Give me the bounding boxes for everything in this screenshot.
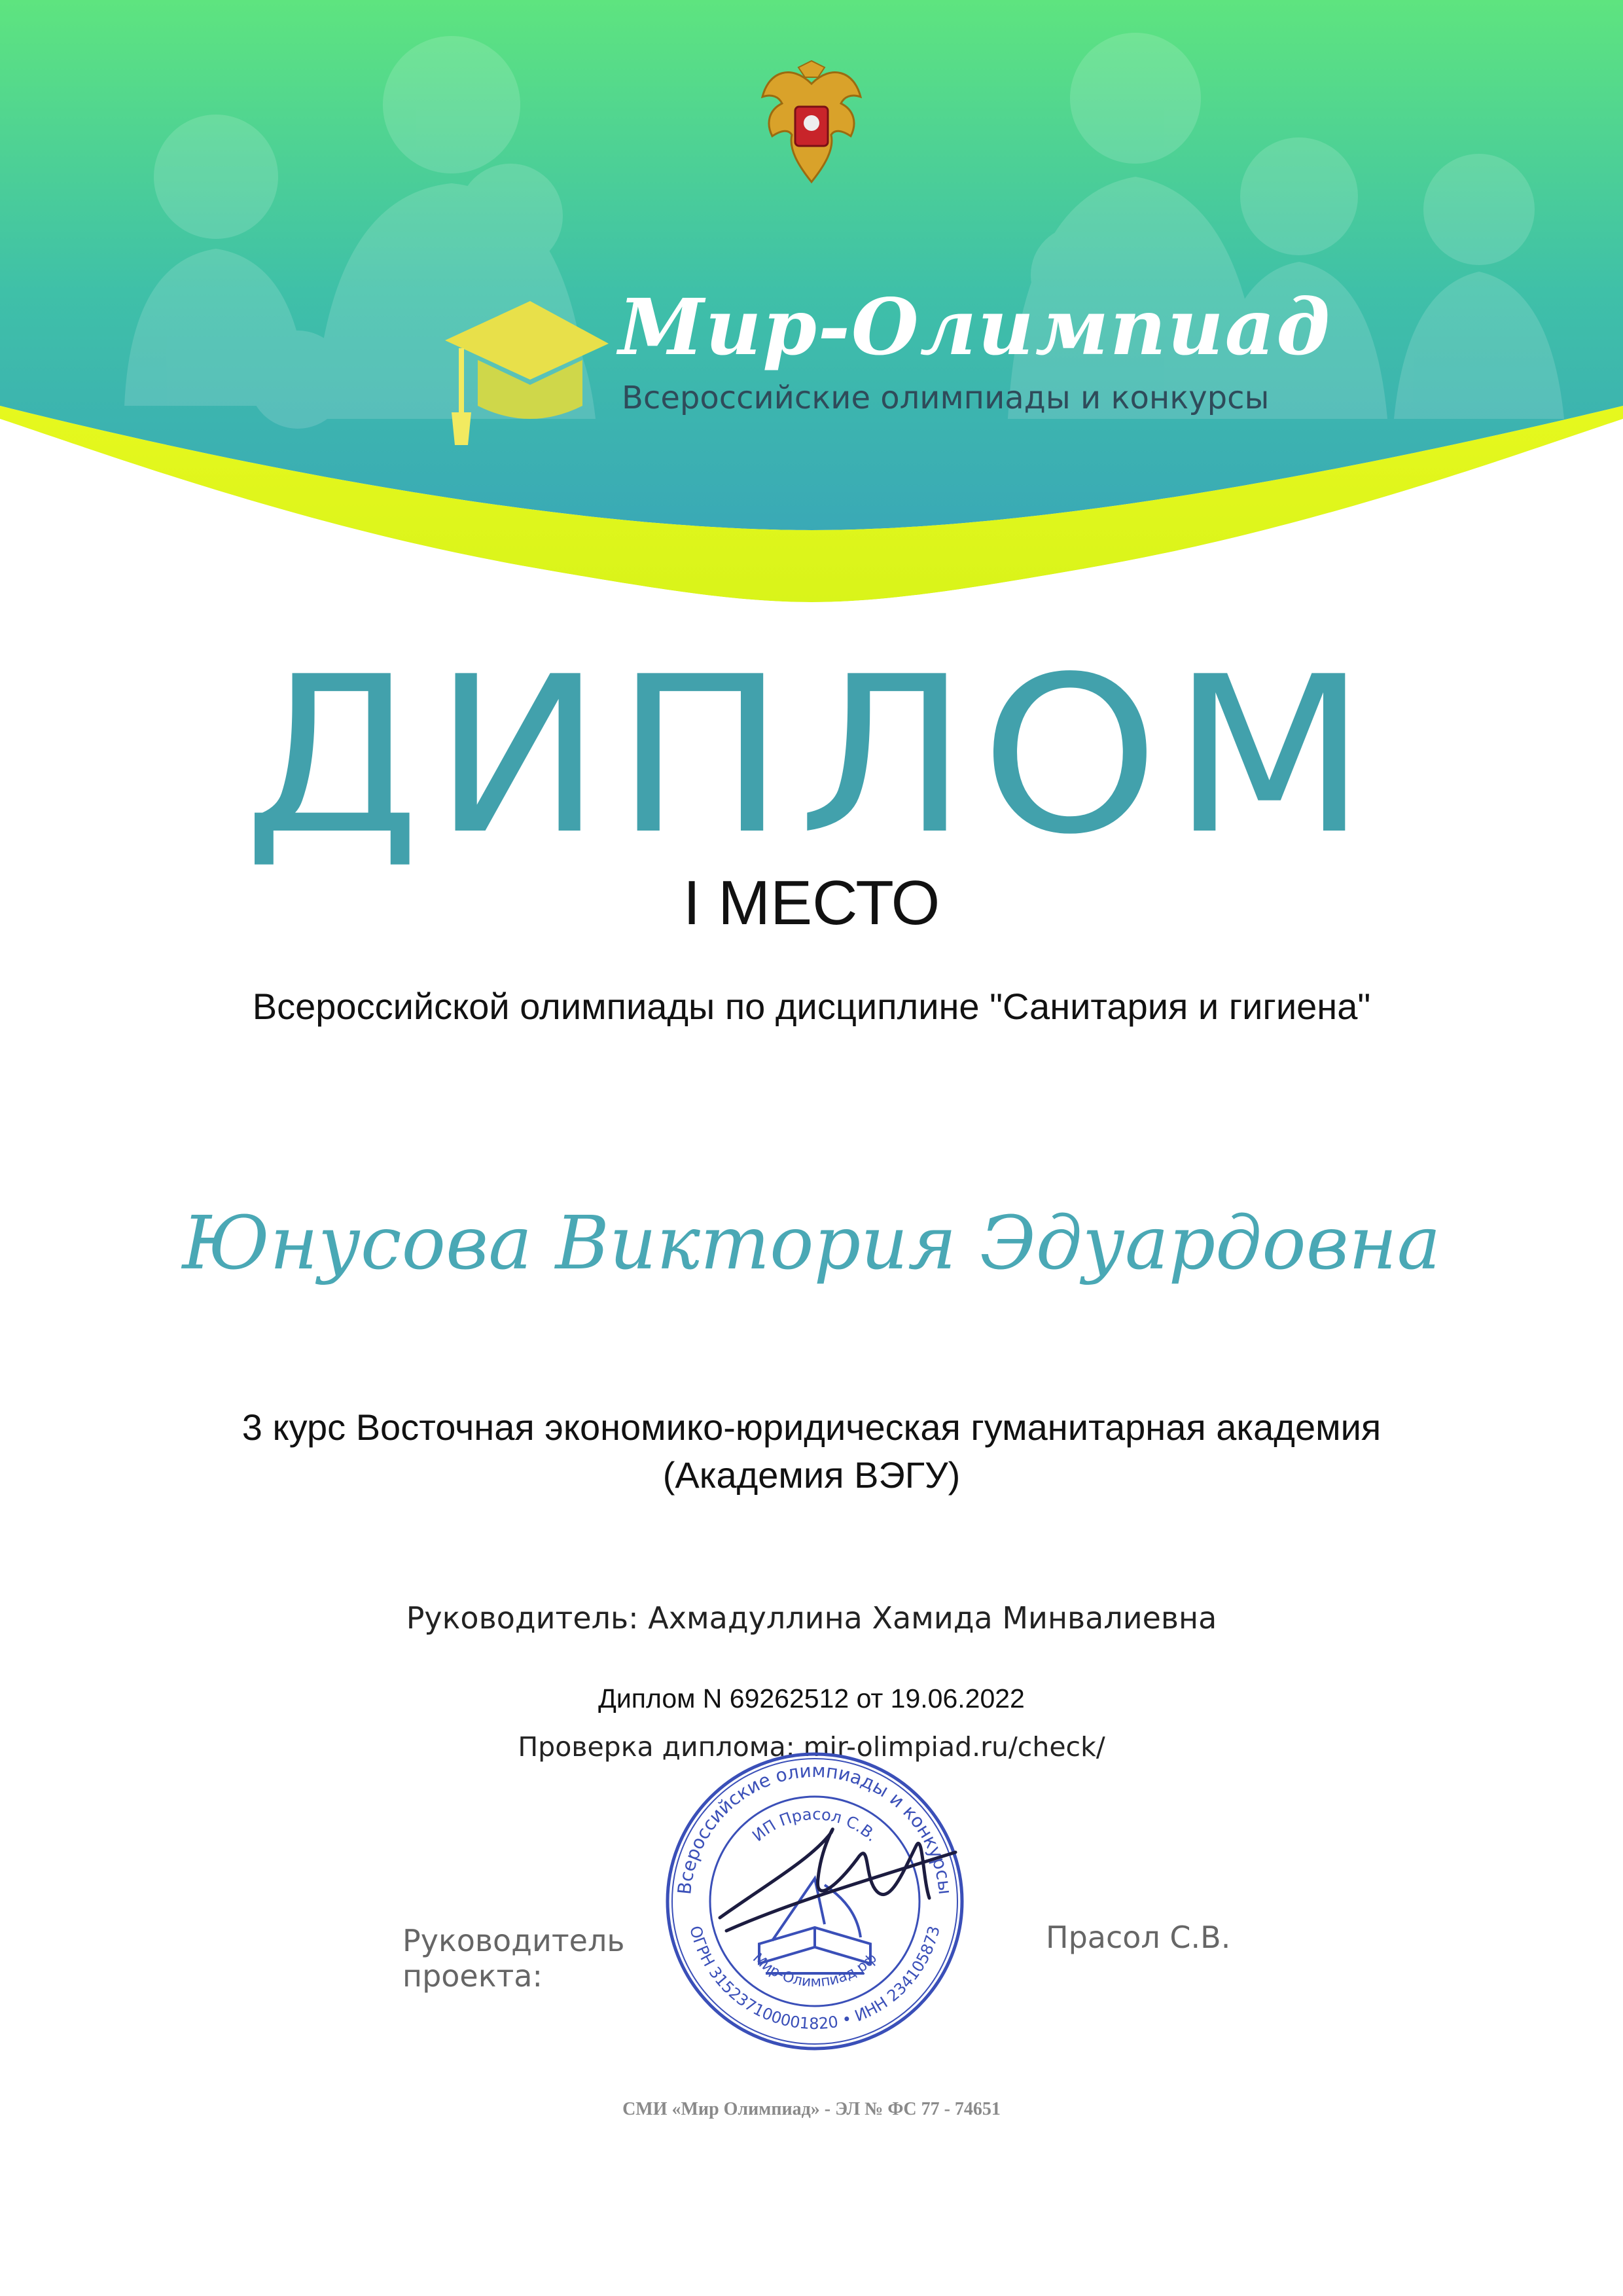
project-label-line-2: проекта: — [402, 1958, 543, 1994]
diploma-title: ДИПЛОМ — [243, 630, 1380, 882]
logo-title: Мир-Олимпиад — [618, 281, 1332, 372]
place-award: I МЕСТО — [683, 868, 940, 938]
stamp-bottom-text: ОГРН 315237100001820 • ИНН 234105873 — [686, 1924, 944, 2034]
stamp-inner-bottom: Мир-Олимпиад.рф — [749, 1950, 880, 1991]
stamp-inner-top: ИП Прасол С.В. — [749, 1804, 882, 1846]
recipient-name: Юнусова Виктория Эдуардовна — [182, 1201, 1441, 1286]
graduation-cap-icon — [432, 295, 615, 445]
media-registration: СМИ «Мир Олимпиад» - ЭЛ № ФС 77 - 74651 — [622, 2099, 1001, 2119]
coat-of-arms-icon — [753, 58, 870, 188]
signer-name: Прасол С.В. — [1046, 1920, 1231, 1955]
signature — [707, 1806, 982, 1964]
institution-line-2: (Академия ВЭГУ) — [662, 1454, 961, 1496]
logo-subtitle: Всероссийские олимпиады и конкурсы — [622, 380, 1270, 416]
diploma-check-link[interactable]: Проверка диплома: mir-olimpiad.ru/check/ — [518, 1731, 1105, 1763]
institution — [0, 1404, 1623, 1499]
stamp-top-text: Всероссийские олимпиады и конкурсы — [673, 1759, 956, 1896]
mir-olimpiad-logo — [432, 281, 1332, 445]
diploma-number: Диплом N 69262512 от 19.06.2022 — [598, 1683, 1025, 1713]
header-banner — [0, 0, 1623, 628]
project-label-line-1: Руководитель — [402, 1923, 625, 1958]
project-leader-label — [402, 1923, 651, 1994]
olympiad-name: Всероссийской олимпиады по дисциплине "Санитария и гигиена" — [252, 986, 1371, 1027]
supervisor: Руководитель: Ахмадуллина Хамида Минвалиевна — [406, 1600, 1217, 1636]
institution-line-1: 3 курс Восточная экономико-юридическая гуманитарная академия — [241, 1407, 1382, 1448]
